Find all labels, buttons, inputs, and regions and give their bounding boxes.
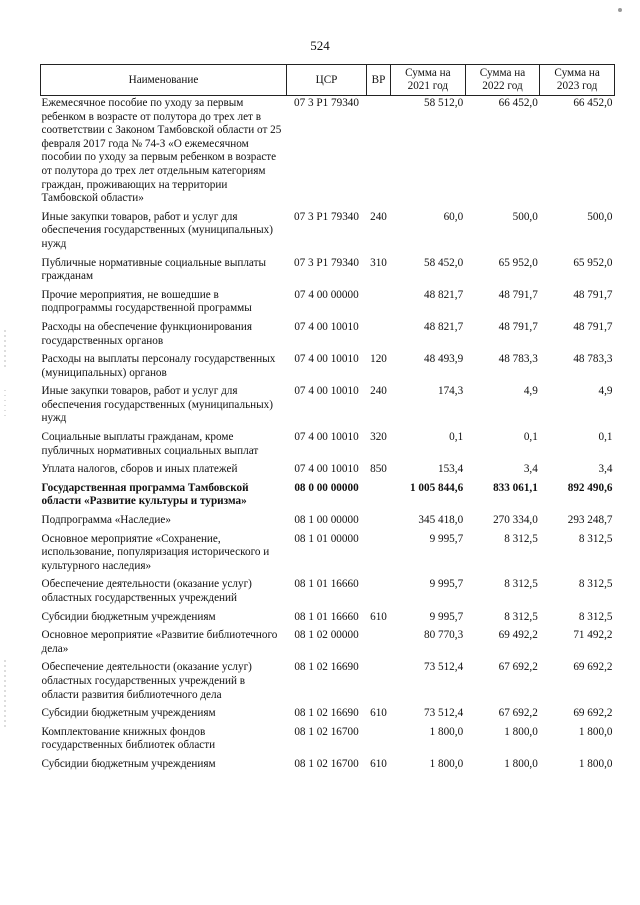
row-sum-2023-cell: 48 791,7 <box>573 320 613 333</box>
row-csr-cell: 08 0 00 00000 <box>294 481 359 494</box>
row-sum-2021-cell: 48 821,7 <box>424 320 464 333</box>
row-sum-2023-cell: 71 492,2 <box>573 629 613 642</box>
table-row <box>41 757 615 776</box>
header-vr: ВР <box>367 65 391 96</box>
row-sum-2023-cell: 69 692,2 <box>573 661 613 674</box>
row-csr-cell: 07 4 00 10010 <box>294 385 359 398</box>
row-sum-2021-cell: 1 800,0 <box>429 757 464 770</box>
row-csr-cell: 08 1 01 16660 <box>294 610 359 623</box>
row-vr-cell <box>367 288 391 320</box>
row-sum-2022-cell: 67 692,2 <box>498 661 538 674</box>
table-row <box>41 96 615 210</box>
row-sum-2023-cell: 48 791,7 <box>573 288 613 301</box>
row-csr-cell: 08 1 02 16690 <box>294 707 359 720</box>
row-csr-cell: 07 4 00 10010 <box>294 463 359 476</box>
table-row <box>41 481 615 513</box>
row-sum-2023-cell: 8 312,5 <box>578 610 613 623</box>
header-csr: ЦСР <box>287 65 367 96</box>
row-sum-2021-cell: 9 995,7 <box>429 578 464 591</box>
row-sum-2021-cell: 9 995,7 <box>429 532 464 545</box>
row-vr-cell <box>367 660 391 706</box>
row-sum-2022-cell: 66 452,0 <box>498 97 538 109</box>
row-vr-cell <box>367 320 391 352</box>
row-name-cell: Обеспечение деятельности (оказание услуг) областных государственных учреждений <box>41 578 252 604</box>
row-sum-2022-cell: 270 334,0 <box>493 514 538 527</box>
row-vr-cell: 240 <box>370 385 387 398</box>
row-sum-2023-cell: 0,1 <box>598 431 613 444</box>
row-csr-cell: 08 1 02 00000 <box>294 629 359 642</box>
row-vr-cell: 120 <box>370 353 387 366</box>
row-name-cell: Публичные нормативные социальные выплаты гражданам <box>41 256 267 283</box>
row-name-cell: Расходы на обеспечение функционирования государственных органов <box>41 320 252 347</box>
row-vr-cell: 310 <box>370 256 387 269</box>
row-name-cell: Иные закупки товаров, работ и услуг для обеспечения государственных (муниципальных) нужд <box>41 385 273 425</box>
table-row <box>41 725 615 757</box>
row-name-cell: Основное мероприятие «Развитие библиотечного дела» <box>41 629 278 655</box>
row-sum-2021-cell: 1 005 844,6 <box>410 481 464 494</box>
scan-margin-marks <box>2 330 8 750</box>
row-sum-2023-cell: 500,0 <box>587 210 613 223</box>
row-name-cell: Субсидии бюджетным учреждениям <box>41 707 216 720</box>
row-name-cell: Иные закупки товаров, работ и услуг для обеспечения государственных (муниципальных) нужд <box>41 210 273 250</box>
row-name-cell: Субсидии бюджетным учреждениям <box>41 610 216 623</box>
row-name-cell: Расходы на выплаты персоналу государственных (муниципальных) органов <box>41 353 276 379</box>
row-sum-2023-cell: 4,9 <box>598 385 613 398</box>
row-vr-cell <box>367 628 391 660</box>
row-sum-2021-cell: 174,3 <box>437 385 464 398</box>
row-sum-2021-cell: 1 800,0 <box>429 725 464 738</box>
row-vr-cell <box>367 532 391 578</box>
row-sum-2023-cell: 293 248,7 <box>567 514 613 527</box>
row-sum-2022-cell: 833 061,1 <box>493 481 538 494</box>
row-name-cell: Комплектование книжных фондов государственных библиотек области <box>41 725 216 752</box>
table-row <box>41 532 615 578</box>
row-name-cell: Государственная программа Тамбовской области «Развитие культуры и туризма» <box>41 481 249 508</box>
row-csr-cell: 08 1 02 16700 <box>294 757 359 770</box>
row-sum-2023-cell: 1 800,0 <box>578 725 613 738</box>
table-body <box>41 96 615 776</box>
table-header-row <box>41 65 615 96</box>
row-csr-cell: 07 3 P1 79340 <box>294 256 359 269</box>
table-row <box>41 430 615 462</box>
row-sum-2021-cell: 58 452,0 <box>424 256 464 269</box>
page-number: 524 <box>310 38 330 53</box>
table-row <box>41 513 615 532</box>
row-csr-cell: 07 3 P1 79340 <box>294 210 359 223</box>
row-sum-2023-cell: 892 490,6 <box>567 481 613 494</box>
row-csr-cell: 08 1 02 16690 <box>294 661 359 674</box>
row-sum-2022-cell: 8 312,5 <box>504 532 538 545</box>
row-sum-2021-cell: 80 770,3 <box>424 629 464 642</box>
header-sum-2023: Сумма на 2023 год <box>540 65 615 96</box>
row-name-cell: Прочие мероприятия, не вошедшие в подпрограммы государственной программы <box>41 288 252 315</box>
header-sum-2022: Сумма на 2022 год <box>465 65 540 96</box>
row-sum-2022-cell: 69 492,2 <box>498 629 538 642</box>
row-sum-2021-cell: 73 512,4 <box>424 661 464 674</box>
row-name-cell: Субсидии бюджетным учреждениям <box>41 757 216 770</box>
row-sum-2022-cell: 65 952,0 <box>498 256 538 269</box>
row-sum-2023-cell: 66 452,0 <box>573 97 613 109</box>
budget-table <box>40 64 615 776</box>
row-vr-cell: 610 <box>370 610 387 623</box>
row-sum-2022-cell: 8 312,5 <box>504 578 538 591</box>
table-row <box>41 660 615 706</box>
table-row <box>41 610 615 629</box>
row-csr-cell: 07 4 00 10010 <box>294 431 359 444</box>
table-row <box>41 577 615 609</box>
row-vr-cell <box>367 577 391 609</box>
header-sum-2021: Сумма на 2021 год <box>391 65 466 96</box>
table-row <box>41 256 615 288</box>
row-csr-cell: 08 1 01 16660 <box>294 578 359 591</box>
row-sum-2021-cell: 73 512,4 <box>424 707 464 720</box>
row-vr-cell: 320 <box>370 431 387 444</box>
row-vr-cell <box>367 481 391 513</box>
row-name-cell: Социальные выплаты гражданам, кроме публичных нормативных социальных выплат <box>41 431 259 457</box>
row-name-cell: Ежемесячное пособие по уходу за первым ребенком в возрасте от полутора до трех лет в соответствии с Законом Тамбовской области от 25 февраля 2017 года № 74-З «О ежемесячном пособии по уходу за первым ребенком в возрасте от полутора до трех лет отдельным категориям граждан, проживающих на территории Тамбовской области» <box>41 97 282 205</box>
table-row <box>41 288 615 320</box>
row-sum-2021-cell: 48 821,7 <box>424 288 464 301</box>
row-sum-2021-cell: 0,1 <box>449 431 464 444</box>
row-csr-cell: 08 1 01 00000 <box>294 532 359 545</box>
row-sum-2023-cell: 48 783,3 <box>573 353 613 366</box>
row-sum-2022-cell: 67 692,2 <box>498 707 538 720</box>
row-sum-2022-cell: 1 800,0 <box>504 757 538 770</box>
row-sum-2021-cell: 58 512,0 <box>424 97 464 109</box>
row-sum-2022-cell: 4,9 <box>523 385 538 398</box>
header-name: Наименование <box>41 65 287 96</box>
row-vr-cell <box>367 96 391 210</box>
row-csr-cell: 08 1 02 16700 <box>294 725 359 738</box>
table-row <box>41 384 615 430</box>
row-sum-2021-cell: 48 493,9 <box>424 353 464 366</box>
table-row <box>41 352 615 384</box>
row-sum-2022-cell: 500,0 <box>512 210 538 223</box>
table-row <box>41 706 615 725</box>
row-vr-cell: 610 <box>370 757 387 770</box>
row-sum-2021-cell: 9 995,7 <box>429 610 464 623</box>
row-sum-2022-cell: 1 800,0 <box>504 725 538 738</box>
table-row <box>41 462 615 481</box>
row-sum-2023-cell: 3,4 <box>598 463 613 476</box>
row-vr-cell <box>367 725 391 757</box>
row-vr-cell: 850 <box>370 463 387 476</box>
row-sum-2023-cell: 8 312,5 <box>578 532 613 545</box>
row-name-cell: Подпрограмма «Наследие» <box>41 514 171 527</box>
row-sum-2021-cell: 345 418,0 <box>418 514 464 527</box>
row-sum-2023-cell: 8 312,5 <box>578 578 613 591</box>
row-name-cell: Обеспечение деятельности (оказание услуг) областных государственных учреждений в области развития библиотечного дела <box>41 661 252 701</box>
row-sum-2023-cell: 1 800,0 <box>578 757 613 770</box>
row-sum-2022-cell: 8 312,5 <box>504 610 538 623</box>
row-sum-2022-cell: 48 783,3 <box>498 353 538 366</box>
row-sum-2023-cell: 69 692,2 <box>573 707 613 720</box>
table-row <box>41 628 615 660</box>
row-sum-2023-cell: 65 952,0 <box>573 256 613 269</box>
row-csr-cell: 07 4 00 00000 <box>294 288 359 301</box>
scan-dot <box>618 8 622 12</box>
row-sum-2022-cell: 0,1 <box>523 431 538 444</box>
row-csr-cell: 07 3 P1 79340 <box>294 97 359 109</box>
row-sum-2021-cell: 153,4 <box>437 463 464 476</box>
row-sum-2022-cell: 48 791,7 <box>498 320 538 333</box>
row-vr-cell <box>367 513 391 532</box>
row-name-cell: Основное мероприятие «Сохранение, использование, популяризация исторического и культурного наследия» <box>41 532 270 572</box>
table-row <box>41 320 615 352</box>
row-csr-cell: 08 1 00 00000 <box>294 514 359 527</box>
row-sum-2022-cell: 3,4 <box>523 463 538 476</box>
row-sum-2022-cell: 48 791,7 <box>498 288 538 301</box>
row-csr-cell: 07 4 00 10010 <box>294 320 359 333</box>
row-name-cell: Уплата налогов, сборов и иных платежей <box>41 463 238 476</box>
table-row <box>41 210 615 256</box>
row-sum-2021-cell: 60,0 <box>443 210 464 223</box>
row-vr-cell: 240 <box>370 210 387 223</box>
row-csr-cell: 07 4 00 10010 <box>294 353 359 366</box>
row-vr-cell: 610 <box>370 707 387 720</box>
